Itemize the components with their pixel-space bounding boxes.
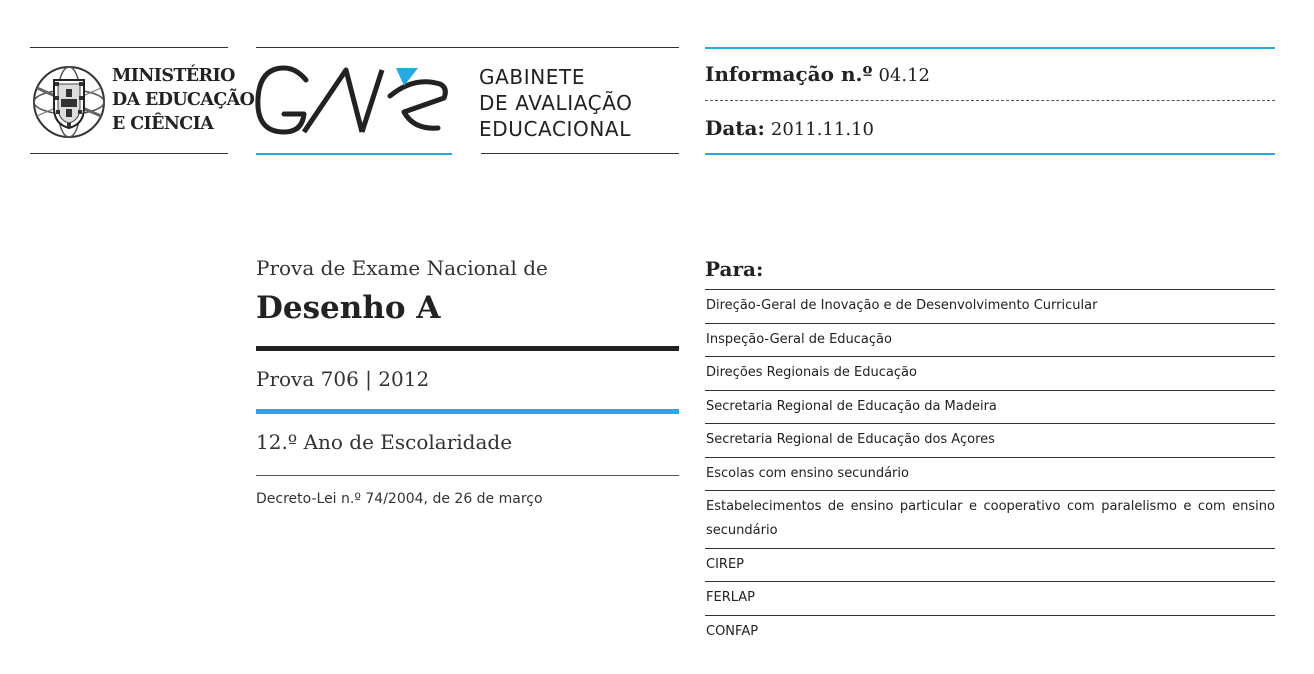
exam-thin-rule xyxy=(256,475,679,476)
gave-accent-rule xyxy=(256,153,452,155)
ministry-line: E CIÊNCIA xyxy=(112,114,214,134)
recipient-item: Secretaria Regional de Educação dos Açores xyxy=(705,423,1275,457)
gave-line: GABINETE xyxy=(479,65,586,89)
ministry-line: MINISTÉRIO xyxy=(112,66,235,86)
info-number-label: Informação n.º xyxy=(705,62,873,86)
exam-prefix: Prova de Exame Nacional de xyxy=(256,256,548,280)
exam-blue-bar xyxy=(256,409,679,414)
gave-line: DE AVALIAÇÃO xyxy=(479,91,633,115)
gave-name xyxy=(479,64,633,142)
gave-line: EDUCACIONAL xyxy=(479,117,631,141)
info-bottom-rule xyxy=(705,153,1275,155)
info-date-label: Data: xyxy=(705,116,765,140)
recipient-item: FERLAP xyxy=(705,581,1275,615)
recipient-item: Direções Regionais de Educação xyxy=(705,356,1275,390)
exam-decree: Decreto-Lei n.º 74/2004, de 26 de março xyxy=(256,491,543,507)
gave-logo xyxy=(254,62,458,140)
exam-school-year: 12.º Ano de Escolaridade xyxy=(256,430,513,454)
recipient-item: Secretaria Regional de Educação da Madeira xyxy=(705,390,1275,424)
ministry-name xyxy=(112,64,254,136)
info-dashed-divider xyxy=(705,100,1275,101)
gave-top-rule xyxy=(256,47,679,48)
recipient-item: Escolas com ensino secundário xyxy=(705,457,1275,491)
info-number xyxy=(705,62,930,86)
ministry-top-rule xyxy=(30,47,228,48)
info-number-value: 04.12 xyxy=(878,65,930,86)
recipient-item: CONFAP xyxy=(705,615,1275,649)
recipient-item: CIREP xyxy=(705,548,1275,582)
recipient-item: Inspeção-Geral de Educação xyxy=(705,323,1275,357)
gave-bottom-rule xyxy=(481,153,679,154)
ministry-line: DA EDUCAÇÃO xyxy=(112,90,255,110)
exam-number: Prova 706 | 2012 xyxy=(256,367,430,391)
portuguese-coat-of-arms-icon xyxy=(30,60,108,144)
info-top-rule xyxy=(705,47,1275,49)
recipients-title: Para: xyxy=(705,257,764,281)
recipients-list xyxy=(705,289,1275,648)
ministry-bottom-rule xyxy=(30,153,228,154)
info-date xyxy=(705,116,874,140)
recipient-item: Direção-Geral de Inovação e de Desenvolvimento Curricular xyxy=(705,289,1275,323)
recipient-item: Estabelecimentos de ensino particular e cooperativo com paralelismo e com ensino secundário xyxy=(705,490,1275,548)
info-date-value: 2011.11.10 xyxy=(770,119,874,140)
exam-title: Desenho A xyxy=(256,290,441,326)
exam-black-bar xyxy=(256,346,679,351)
